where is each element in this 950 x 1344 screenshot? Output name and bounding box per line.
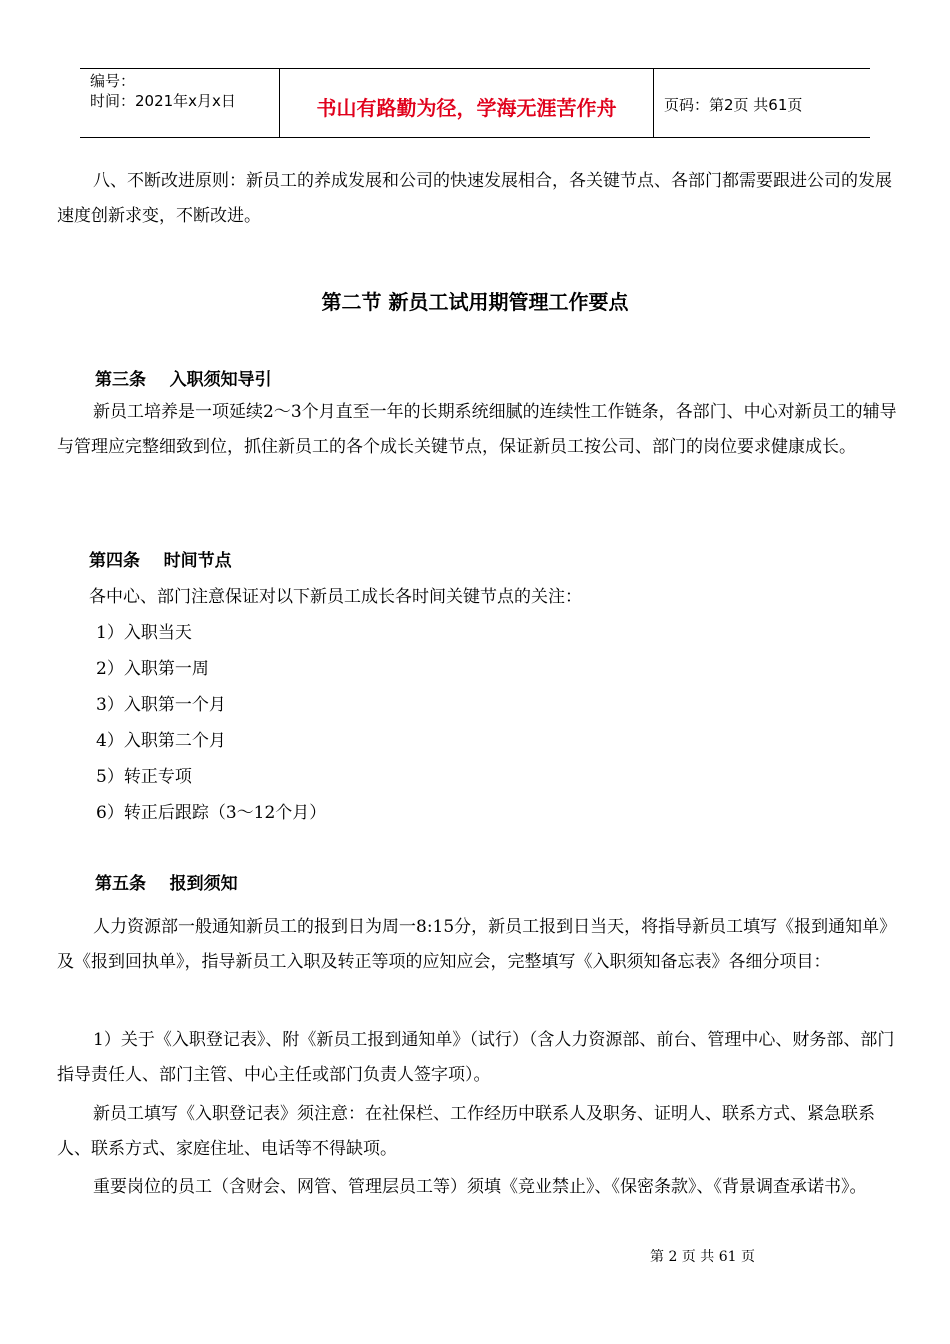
page-header	[80, 68, 870, 138]
article5-paragraph: 重要岗位的员工（含财会、网管、管理层员工等）须填《竞业禁止》、《保密条款》、《背景调查承诺书》。	[93, 1177, 867, 1197]
article4-title: 第四条 时间节点	[89, 551, 232, 571]
list-item: 3）入职第一个月	[96, 695, 226, 715]
header-motto: 书山有路勤为径，学海无涯苦作舟	[280, 69, 654, 137]
header-page-info: 页码：第2页 共61页	[664, 95, 803, 114]
list-item: 5）转正专项	[96, 767, 192, 787]
article3-body: 新员工培养是一项延续2～3个月直至一年的长期系统细腻的连续性工作链条，各部门、中心对新员工的辅导与管理应完整细致到位，抓住新员工的各个成长关键节点，保证新员工按公司、部门的岗位要求健康成长。	[57, 402, 897, 457]
list-item: 6）转正后跟踪（3～12个月）	[96, 803, 327, 823]
article3-title: 第三条 入职须知导引	[95, 370, 272, 390]
document-number-label: 编号：	[90, 72, 136, 90]
document-date: 时间：2021年x月x日	[90, 92, 236, 110]
list-item: 2）入职第一周	[96, 659, 209, 679]
section-title: 第二节 新员工试用期管理工作要点	[321, 290, 629, 314]
article5-paragraph: 1）关于《入职登记表》、附《新员工报到通知单》（试行）（含人力资源部、前台、管理中心、财务部、部门指导责任人、部门主管、中心主任或部门负责人签字项）。	[57, 1030, 895, 1085]
intro-paragraph: 八、不断改进原则：新员工的养成发展和公司的快速发展相合，各关键节点、各部门都需要跟进公司的发展速度创新求变，不断改进。	[57, 171, 892, 226]
article4-intro: 各中心、部门注意保证对以下新员工成长各时间关键节点的关注：	[89, 587, 582, 607]
list-item: 1）入职当天	[96, 623, 192, 643]
header-meta	[80, 69, 280, 137]
page-footer: 第 2 页 共 61 页	[650, 1249, 755, 1265]
article5-title: 第五条 报到须知	[95, 874, 238, 894]
article5-paragraph: 新员工填写《入职登记表》须注意：在社保栏、工作经历中联系人及职务、证明人、联系方式、紧急联系人、联系方式、家庭住址、电话等不得缺项。	[57, 1104, 875, 1159]
article5-paragraph: 人力资源部一般通知新员工的报到日为周一8:15分，新员工报到日当天，将指导新员工填写《报到通知单》及《报到回执单》，指导新员工入职及转正等项的应知应会，完整填写《入职须知备忘表》各细分项目：	[57, 917, 897, 972]
list-item: 4）入职第二个月	[96, 731, 226, 751]
